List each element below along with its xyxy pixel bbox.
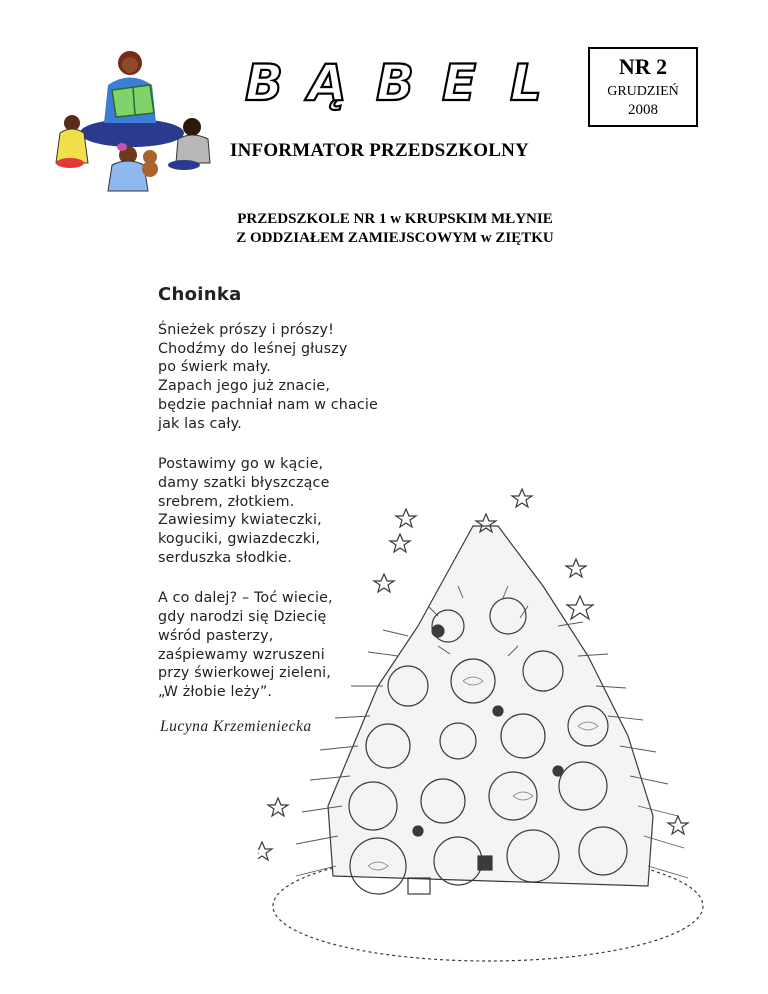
poem-line: zaśpiewamy wzruszeni	[158, 646, 325, 663]
poem-line: srebrem, złotkiem.	[158, 493, 295, 510]
poem-line: Zawiesimy kwiateczki,	[158, 512, 322, 529]
poem-line: „W żłobie leży”.	[158, 683, 273, 700]
poem-line: koguciki, gwiazdeczki,	[158, 531, 321, 548]
issue-number: NR 2	[618, 54, 668, 79]
poem-line: Chodźmy do leśnej głuszy	[158, 340, 348, 357]
poem-line: Śnieżek prószy i prószy!	[158, 322, 335, 338]
poem-title: Choinka	[158, 284, 242, 305]
child-right-head	[183, 118, 201, 136]
gift-box	[408, 878, 430, 894]
poem-line: Postawimy go w kącie,	[158, 456, 324, 473]
poem-stanza-1	[158, 321, 378, 433]
school-line-2: Z ODDZIAŁEM ZAMIEJSCOWYM w ZIĘTKU	[236, 230, 554, 246]
poem-line: jak las cały.	[158, 415, 242, 432]
poem-line: po świerk mały.	[158, 359, 271, 376]
newsletter-title	[240, 48, 570, 118]
poem-line: A co dalej? – Toć wiecie,	[158, 590, 333, 607]
reading-children-illustration	[50, 45, 215, 195]
issue-month: GRUDZIEŃ	[607, 84, 679, 99]
child-right-body	[176, 135, 210, 163]
school-line-1: PRZEDSZKOLE NR 1 w KRUPSKIM MŁYNIE	[237, 211, 553, 227]
newsletter-subtitle: INFORMATOR PRZEDSZKOLNY	[230, 140, 529, 161]
poem-line: gdy narodzi się Dziecię	[158, 609, 327, 626]
poem-line: serduszka słodkie.	[158, 549, 292, 566]
poem-line: będzie pachniał nam w chacie	[158, 396, 378, 413]
poem-line: damy szatki błyszczące	[158, 474, 330, 491]
school-name	[180, 210, 610, 248]
title-letter-5: L	[510, 54, 542, 112]
title-letter-1: B	[245, 54, 284, 112]
poem-line: Zapach jego już znacie,	[158, 378, 331, 395]
poem-author: Lucyna Krzemieniecka	[160, 718, 312, 735]
poem-line: przy świerkowej zieleni,	[158, 665, 331, 682]
tree-body	[328, 526, 653, 886]
title-letter-4: E	[442, 54, 477, 112]
title-letter-3: B	[376, 54, 415, 112]
poem-line: wśród pasterzy,	[158, 627, 274, 644]
christmas-tree-illustration	[258, 486, 708, 976]
issue-year: 2008	[628, 102, 658, 118]
child-left-body	[56, 129, 88, 163]
rug-shape	[80, 119, 184, 147]
title-letter-2: Ą	[308, 54, 347, 112]
issue-box	[588, 47, 698, 127]
child-center-body	[108, 161, 148, 191]
